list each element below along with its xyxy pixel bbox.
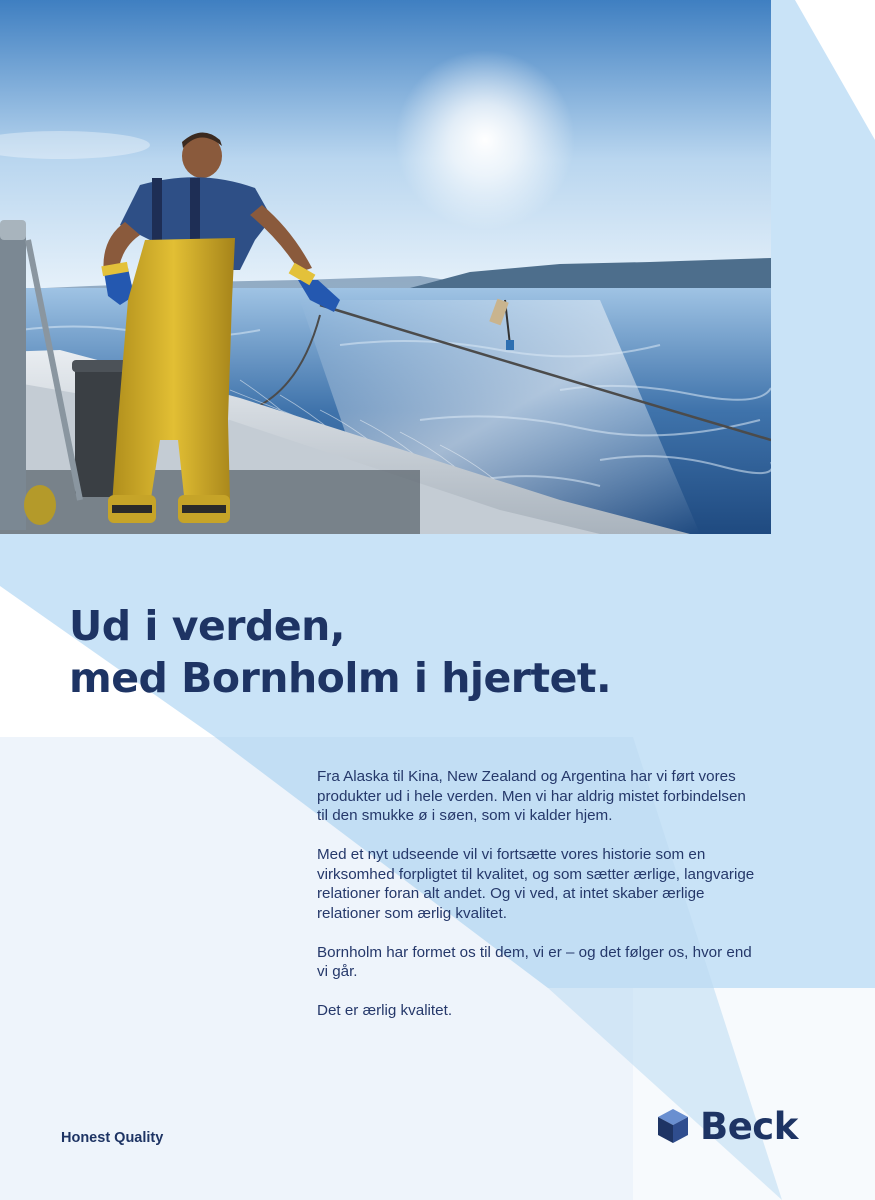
cube-logo-icon	[656, 1107, 690, 1145]
headline-line-2: med Bornholm i hjertet.	[69, 654, 612, 702]
paragraph-1: Fra Alaska til Kina, New Zealand og Argentina har vi ført vores produkter ud i hele verden. Men vi har aldrig mistet forbindelsen til den smukke ø i søen, som vi kalder hjem.	[317, 768, 746, 824]
paragraph-3: Bornholm har formet os til dem, vi er – og det følger os, hvor end vi går.	[317, 943, 752, 980]
boat-post	[0, 225, 26, 530]
tagline: Honest Quality	[61, 1130, 164, 1146]
fisherman-photo	[0, 0, 771, 534]
headline	[69, 600, 611, 704]
paragraph-4: Det er ærlig kvalitet.	[317, 1002, 453, 1019]
brand-logo	[656, 1105, 798, 1147]
body-copy	[317, 767, 757, 1040]
paragraph-2: Med et nyt udseende vil vi fortsætte vores historie som en virksomhed forpligtet til kvalitet, og som sætter ærlige, langvarige relationer foran alt andet. Og vi ved, at intet skaber ærlige relationer som ærlig kvalitet.	[317, 846, 755, 922]
sun	[395, 50, 575, 230]
headline-line-1: Ud i verden,	[69, 602, 345, 650]
brand-name: Beck	[700, 1104, 798, 1148]
